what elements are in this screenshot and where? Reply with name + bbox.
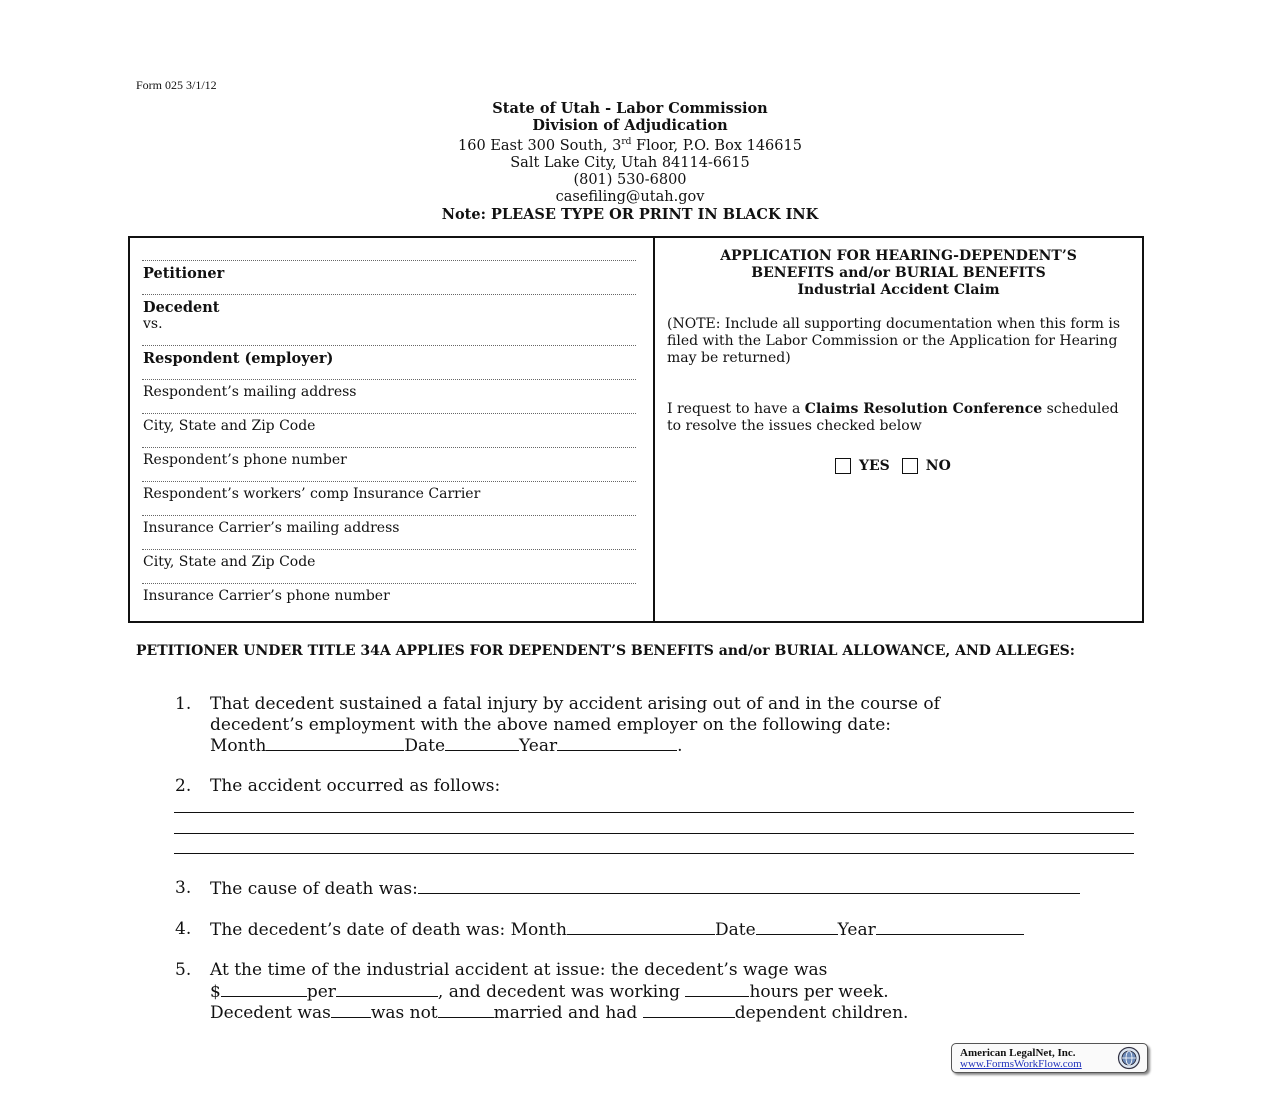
item-number: 3.	[175, 878, 192, 898]
header-address	[300, 134, 960, 155]
form-id: Form 025 3/1/12	[136, 78, 217, 92]
documentation-note: (NOTE: Include all supporting documentation when this form is filed with the Labor Commission or the Application for Hearing may be returned)	[667, 316, 1121, 366]
accident-date-row	[210, 735, 1135, 757]
death-date-field[interactable]	[756, 919, 838, 935]
dependents-label: dependent children.	[734, 1003, 909, 1023]
petitioner-line[interactable]	[142, 260, 636, 261]
month-label: Month	[210, 736, 267, 756]
accident-date-field[interactable]	[445, 735, 519, 751]
item-text: The accident occurred as follows:	[210, 776, 501, 796]
date-label: Date	[714, 920, 756, 940]
death-year-field[interactable]	[876, 919, 1024, 935]
no-checkbox[interactable]	[902, 458, 918, 474]
carrier-mailing-line[interactable]	[142, 515, 636, 516]
american-legalnet-logo[interactable]	[951, 1043, 1148, 1073]
year-label: Year	[519, 736, 558, 756]
header-division: Division of Adjudication	[532, 117, 728, 134]
request-bold: Claims Resolution Conference	[804, 401, 1043, 417]
was-not-label: was not	[370, 1003, 438, 1023]
logo-url[interactable]: www.FormsWorkFlow.com	[960, 1058, 1082, 1070]
carrier-city-label: City, State and Zip Code	[143, 554, 316, 570]
respondent-label: Respondent (employer)	[143, 350, 334, 367]
wage-period-field[interactable]	[336, 981, 438, 997]
accident-description-line-1[interactable]	[174, 812, 1134, 813]
cause-of-death-field[interactable]	[418, 878, 1080, 894]
vs-label: vs.	[143, 316, 163, 332]
header	[300, 100, 960, 223]
logo-company: American LegalNet, Inc.	[960, 1047, 1076, 1059]
dependent-children-field[interactable]	[643, 1002, 735, 1018]
was-married-field[interactable]	[331, 1002, 371, 1018]
carrier-line[interactable]	[142, 481, 636, 482]
period: .	[677, 736, 683, 756]
marital-row	[210, 1002, 1135, 1024]
carrier-phone-line[interactable]	[142, 583, 636, 584]
death-month-field[interactable]	[567, 919, 715, 935]
carrier-city-line[interactable]	[142, 549, 636, 550]
was-not-married-field[interactable]	[438, 1002, 494, 1018]
header-agency: State of Utah - Labor Commission	[492, 100, 768, 117]
accident-month-field[interactable]	[266, 735, 404, 751]
respondent-line[interactable]	[142, 345, 636, 346]
per-label: per	[306, 981, 336, 1002]
month-label: Month	[510, 920, 567, 940]
item-number: 1.	[175, 694, 192, 714]
item-text: The decedent’s date of death was:	[210, 920, 511, 940]
carrier-label: Respondent’s workers’ comp Insurance Carrier	[143, 486, 481, 502]
application-title	[655, 248, 1142, 299]
item-body	[210, 878, 1135, 900]
wage-row	[210, 981, 1135, 1003]
request-text: scheduled to resolve the issues checked below	[667, 401, 1119, 434]
item-number: 5.	[175, 960, 192, 980]
item-number: 2.	[175, 776, 192, 796]
decedent-label: Decedent	[143, 299, 220, 316]
header-city: Salt Lake City, Utah 84114-6615	[510, 154, 750, 171]
title-line: Industrial Accident Claim	[797, 282, 1000, 298]
header-phone: (801) 530-6800	[573, 171, 687, 188]
carrier-phone-label: Insurance Carrier’s phone number	[143, 588, 390, 604]
married-label: married and had	[493, 1003, 643, 1023]
globe-icon	[1117, 1046, 1141, 1070]
item-number: 4.	[175, 919, 192, 939]
conference-choice	[835, 458, 963, 474]
hours-label: hours per week.	[749, 981, 889, 1002]
no-label: NO	[925, 458, 951, 474]
accident-year-field[interactable]	[557, 735, 677, 751]
working-label: , and decedent was working	[437, 981, 686, 1002]
petitioner-label: Petitioner	[143, 265, 225, 282]
conference-request	[667, 401, 1137, 435]
year-label: Year	[837, 920, 876, 940]
carrier-mailing-label: Insurance Carrier’s mailing address	[143, 520, 400, 536]
wage-amount-field[interactable]	[221, 981, 307, 997]
address-part: Floor, P.O. Box 146615	[631, 137, 802, 154]
party-fields	[130, 238, 655, 621]
decedent-was-label: Decedent was	[210, 1003, 331, 1023]
title-line: APPLICATION FOR HEARING-DEPENDENT’S	[720, 248, 1077, 264]
resp-mailing-line[interactable]	[142, 379, 636, 380]
item-text: The cause of death was:	[210, 879, 418, 899]
resp-city-label: City, State and Zip Code	[143, 418, 316, 434]
hours-field[interactable]	[685, 981, 749, 997]
item-text: That decedent sustained a fatal injury by accident arising out of and in the course of	[210, 694, 940, 714]
dollar-sign: $	[210, 981, 221, 1002]
accident-description-line-3[interactable]	[174, 853, 1134, 854]
resp-city-line[interactable]	[142, 413, 636, 414]
item-body	[210, 919, 1135, 941]
application-panel	[655, 238, 1142, 621]
item-body	[210, 694, 1135, 757]
resp-phone-label: Respondent’s phone number	[143, 452, 347, 468]
request-text: I request to have a	[667, 401, 805, 417]
date-label: Date	[404, 736, 446, 756]
petition-intro: PETITIONER UNDER TITLE 34A APPLIES FOR DEPENDENT’S BENEFITS and/or BURIAL ALLOWANCE, AND ALLEGES:	[136, 643, 1075, 659]
header-note: Note: PLEASE TYPE OR PRINT IN BLACK INK	[441, 205, 819, 223]
resp-phone-line[interactable]	[142, 447, 636, 448]
yes-label: YES	[859, 458, 890, 474]
title-line: BENEFITS and/or BURIAL BENEFITS	[751, 265, 1046, 281]
address-sup: rd	[621, 137, 632, 147]
decedent-line[interactable]	[142, 294, 636, 295]
caption-box	[128, 236, 1144, 623]
item-body	[210, 960, 1135, 1024]
accident-description-line-2[interactable]	[174, 833, 1134, 834]
address-part: 160 East 300 South, 3	[458, 137, 622, 154]
resp-mailing-label: Respondent’s mailing address	[143, 384, 357, 400]
yes-checkbox[interactable]	[835, 458, 851, 474]
item-text: At the time of the industrial accident at issue: the decedent’s wage was	[210, 960, 828, 980]
header-email: casefiling@utah.gov	[555, 188, 705, 205]
item-text: decedent’s employment with the above named employer on the following date:	[210, 714, 892, 735]
